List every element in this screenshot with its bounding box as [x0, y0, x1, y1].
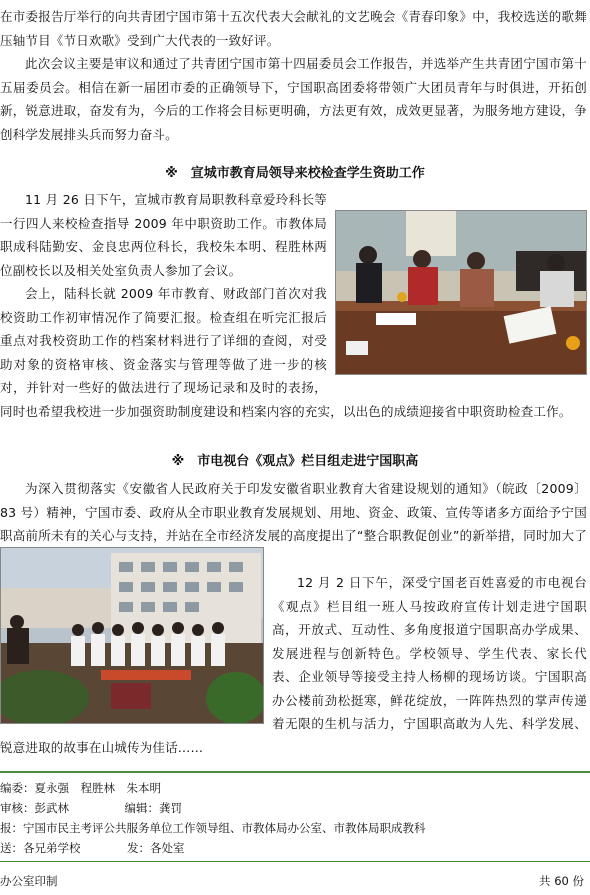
meeting-photo	[335, 210, 587, 375]
report-label: 报：	[0, 821, 23, 835]
tv-interview-photo	[0, 547, 264, 724]
issue-recipients: 各处室	[150, 841, 185, 855]
article3-para2: 12 月 2 日下午，深受宁国老百姓喜爱的市电视台《观点》栏目组一班人马按政府宣传计划走进宁国职高，开放式、互动性、多角度报道宁国职高办学成果、发展进程与创新特色。学校领导、学生代表、家长代表、企业领导等接受主持人杨柳的现场访谈。宁国职高办公楼前劲松挺寒，鲜花绽放，一阵阵热烈的掌声传递着无限的生机与活力，宁国职高敢为人先、科学发展、锐意进取的故事在山城传为佳话……	[0, 575, 587, 755]
tv-interview-photo-image	[1, 548, 263, 723]
article2-title: ※ 宣城市教育局领导来校检查学生资助工作	[165, 166, 425, 181]
footer-printer: 办公室印制	[0, 874, 58, 888]
footer-rule-bottom	[0, 861, 590, 862]
footer-send	[0, 839, 185, 857]
editor-label: 编委：	[0, 781, 35, 795]
footer-editors	[0, 779, 161, 797]
report-recipients: 宁国市民主考评公共服务单位工作领导组、市教体局办公室、市教体局职成教科	[23, 821, 426, 835]
issue-label: 发：	[127, 841, 150, 855]
edit-label: 编辑：	[124, 801, 159, 815]
send-recipients: 各兄弟学校	[23, 841, 81, 855]
review-label: 审核：	[0, 801, 35, 815]
reviewer-name: 彭武林	[34, 801, 69, 815]
footer-report	[0, 819, 426, 837]
editor-names: 夏永强 程胜林 朱本明	[34, 781, 161, 795]
footer-review	[0, 799, 182, 817]
article1-para1: 在市委报告厅举行的向共青团宁国市第十五次代表大会献礼的文艺晚会《青春印象》中，我校选送的歌舞压轴节目《节日欢歌》受到广大代表的一致好评。	[0, 9, 587, 48]
footer-copies: 共 60 份	[539, 874, 584, 888]
article2-para1: 11 月 26 日下午，宣城市教育局职教科章爱玲科长等一行四人来校检查指导 2009 年中职资助工作。市教体局职成科陆勤安、金良忠两位科长，我校朱本明、程胜林两位副校长以及相关处室负责人参加了会议。	[0, 192, 327, 278]
edit-person: 龚罚	[159, 801, 182, 815]
article1-para2: 此次会议主要是审议和通过了共青团宁国市第十四届委员会工作报告，并选举产生共青团宁国市第十五届委员会。相信在新一届团市委的正确领导下，宁国职高团委将带领广大团员青年与时俱进，开拓创新，锐意进取，奋发有为，今后的工作将会目标更明确，方法更有效，成效更显著，为服务地方建设，争创科学发展排头兵而努力奋斗。	[0, 56, 587, 142]
article3-para1: 为深入贯彻落实《安徽省人民政府关于印发安徽省职业教育大省建设规划的通知》（皖政〔2009〕83 号）精神，宁国市委、政府从全市职业教育发展规划、用地、资金、政策、宣传等诸多方面给予宁国职高前所未有的关心与支持，并站在全市经济发展的高度提出了“整合职教促创业”的新举措，同时加大了	[0, 481, 587, 543]
article3-body	[0, 477, 587, 759]
article2-body	[0, 188, 587, 423]
footer-rule-top	[0, 771, 590, 773]
article3-title: ※ 市电视台《观点》栏目组走进宁国职高	[171, 454, 419, 469]
article2-para2: 会上，陆科长就 2009 年市教育、财政部门首次对我校资助工作初审情况作了简要汇报。检查组在听完汇报后重点对我校资助工作的档案材料进行了详细的查阅，对受助对象的资格审核、资金落实与管理等做了进一步的核对，并针对一些好的做法进行了现场记录和及时的表扬，同时也希望我校进一步加强资助制度建设和档案内容的充实，以出色的成绩迎接省中职资助检查工作。	[0, 286, 572, 419]
meeting-photo-image	[336, 211, 586, 374]
send-label: 送：	[0, 841, 23, 855]
